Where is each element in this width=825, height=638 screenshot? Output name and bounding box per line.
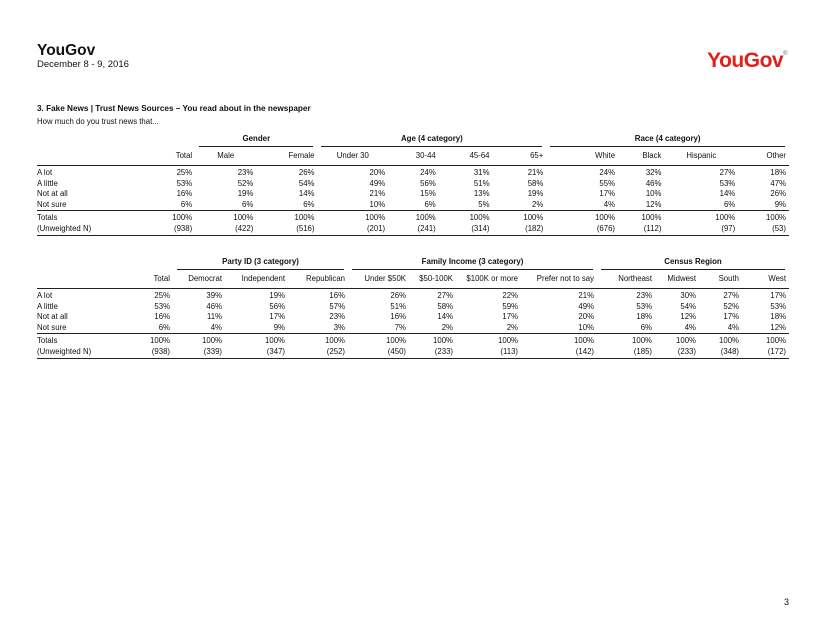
row-label: A lot [37,289,140,302]
table-row [37,179,789,190]
table-cell: 100% [493,211,547,224]
table-cell: 100% [348,334,409,347]
table-cell: 16% [154,312,170,322]
col-header: Total [175,150,193,160]
table-cell: 13% [473,189,490,199]
table-cell: 100% [288,334,348,347]
table-cell: 23% [329,312,345,322]
table-cell: 19% [225,289,288,302]
group-header-region: Census Region [597,256,789,270]
table-cell: (252) [288,347,348,358]
table-cell: (314) [439,224,493,235]
table-cell: (233) [409,347,456,358]
row-label: Not sure [37,200,152,211]
table-cell: 53% [154,301,170,311]
table-cell: 46% [206,301,222,311]
table-cell: 17% [269,312,285,322]
group-header-party: Party ID (3 category) [173,256,348,270]
table-cell: 100% [597,334,655,347]
row-label: A lot [37,166,152,179]
table-cell: 6% [256,200,317,211]
table-cell: 26% [348,289,409,302]
table-cell: (938) [152,224,195,235]
col-header: Republican [305,273,345,283]
table-cell: 59% [502,301,518,311]
table-cell: 55% [599,178,616,188]
table-row [37,323,789,334]
question-subtitle: How much do you trust news that... [37,117,159,126]
table-cell: (182) [493,224,547,235]
table-cell: 24% [388,166,439,179]
group-header-age: Age (4 category) [317,133,546,147]
table-cell: 100% [699,334,742,347]
page-number: 3 [783,597,789,607]
col-header: Independent [241,273,285,283]
table-cell: 51% [390,301,406,311]
table-cell: 2% [456,323,521,334]
table-cell: 31% [439,166,493,179]
col-header: $100K or more [466,273,518,283]
table-cell: (53) [738,224,789,235]
table-row [37,189,789,200]
table-cell: 100% [388,211,439,224]
table-cell: 4% [173,323,225,334]
table-row [37,166,789,179]
col-header: Total [153,273,170,283]
table-cell: (201) [317,224,388,235]
table-cell: 17% [599,189,616,199]
table-cell: 51% [473,178,490,188]
table-cell: 16% [176,189,193,199]
table-cell: 15% [420,189,436,199]
table-cell: 100% [409,334,456,347]
table-cell: 11% [206,312,222,322]
table-cell: 19% [527,189,544,199]
table-cell: (113) [456,347,521,358]
table-cell: 26% [256,166,317,179]
table-cell: (347) [225,347,288,358]
table-cell: 18% [738,166,789,179]
table-row [37,302,789,313]
col-header: West [768,273,786,283]
table-cell: 100% [742,334,789,347]
col-header: Midwest [667,273,696,283]
table-cell: 4% [699,323,742,334]
col-header: 45-64 [469,150,490,160]
table-cell: 25% [140,289,173,302]
table-cell: 53% [636,301,652,311]
table-cell: 100% [456,334,521,347]
table-cell: 17% [723,312,739,322]
table-cell: (185) [597,347,655,358]
col-header: Prefer not to say [536,273,594,283]
table-cell: (172) [742,347,789,358]
table-cell: 5% [439,200,493,211]
row-label: Totals [37,211,152,224]
table-cell: 100% [317,211,388,224]
col-header: Northeast [618,273,652,283]
table-cell: 12% [618,200,664,211]
table-cell: 100% [546,211,618,224]
table-cell: 100% [664,211,738,224]
table-row [37,334,789,347]
table-cell: 53% [770,301,786,311]
table-cell: 27% [409,289,456,302]
table-cell: 23% [597,289,655,302]
table-cell: 10% [645,189,662,199]
table-row [37,289,789,302]
col-header: Under 30 [336,150,369,160]
col-header: White [595,150,616,160]
table-cell: 53% [176,178,193,188]
row-label: (Unweighted N) [37,347,140,358]
table-cell: 27% [664,166,738,179]
table-cell: 17% [502,312,518,322]
row-label: Not at all [37,189,68,199]
table-cell: 26% [770,189,786,199]
table-cell: 100% [738,211,789,224]
table-cell: 100% [140,334,173,347]
crosstab-gender-age-race [37,133,789,236]
logo-registered-mark: ® [783,51,787,57]
table-cell: 21% [521,289,597,302]
col-header: 65+ [530,150,544,160]
row-label: (Unweighted N) [37,224,152,235]
col-header: Under $50K [364,273,406,283]
table-cell: 53% [719,178,736,188]
table-cell: 18% [770,312,786,322]
table-cell: 16% [390,312,406,322]
table-row [37,211,789,224]
table-cell: 27% [699,289,742,302]
col-header: Female [288,150,315,160]
table-cell: 54% [680,301,696,311]
table-cell: 6% [388,200,439,211]
table-cell: 10% [317,200,388,211]
table-cell: 21% [369,189,386,199]
table-cell: 12% [742,323,789,334]
table-cell: 16% [288,289,348,302]
table-cell: 17% [742,289,789,302]
table-cell: 14% [437,312,453,322]
table-cell: 100% [655,334,699,347]
table-cell: (938) [140,347,173,358]
table-cell: 54% [298,178,315,188]
table-cell: 100% [152,211,195,224]
row-label: Not at all [37,312,68,322]
table-cell: 2% [409,323,456,334]
col-header: Male [217,150,235,160]
table-cell: 9% [738,200,789,211]
table-cell: (676) [546,224,618,235]
table-cell: 10% [521,323,597,334]
table-cell: 6% [152,200,195,211]
table-cell: (241) [388,224,439,235]
table-cell: (422) [195,224,256,235]
table-cell: (97) [664,224,738,235]
table-cell: 32% [618,166,664,179]
table-cell: 9% [225,323,288,334]
row-label: A little [37,178,58,188]
table-cell: 58% [527,178,544,188]
table-cell: 20% [578,312,594,322]
group-header-income: Family Income (3 category) [348,256,597,270]
table-cell: 2% [493,200,547,211]
table-cell: 100% [173,334,225,347]
table-cell: 57% [329,301,345,311]
table-cell: 6% [140,323,173,334]
table-cell: 46% [645,178,662,188]
survey-date: December 8 - 9, 2016 [37,59,129,70]
crosstab-party-income-region [37,256,789,359]
question-title: 3. Fake News | Trust News Sources – You read about in the newspaper [37,104,311,113]
table-row [37,347,789,358]
table-cell: 100% [256,211,317,224]
table-cell: 24% [546,166,618,179]
table-row [37,200,789,211]
table-cell: 100% [618,211,664,224]
table-cell: 100% [521,334,597,347]
table-cell: 6% [195,200,256,211]
table-cell: 12% [680,312,696,322]
table-cell: 21% [493,166,547,179]
col-header: Democrat [188,273,222,283]
table-cell: 49% [578,301,594,311]
table-cell: (348) [699,347,742,358]
table-cell: 52% [237,178,254,188]
table-cell: 52% [723,301,739,311]
table-cell: 4% [546,200,618,211]
table-cell: 39% [173,289,225,302]
yougov-logo [707,49,787,73]
table-cell: 6% [597,323,655,334]
brand-title: YouGov [37,42,96,59]
group-header-race: Race (4 category) [546,133,789,147]
table-cell: 4% [655,323,699,334]
col-header: Other [766,150,786,160]
table-cell: (450) [348,347,409,358]
table-cell: 18% [636,312,652,322]
table-cell: 25% [152,166,195,179]
table-cell: 100% [195,211,256,224]
col-header: Black [642,150,662,160]
table-cell: 30% [655,289,699,302]
logo-text: YouGov [707,49,784,72]
table-cell: 47% [770,178,786,188]
table-cell: 6% [664,200,738,211]
table-cell: 100% [439,211,493,224]
table-cell: 56% [420,178,436,188]
table-cell: (516) [256,224,317,235]
table-cell: 14% [298,189,315,199]
col-header: Hispanic [686,150,717,160]
table-cell: 7% [348,323,409,334]
row-label: Totals [37,334,140,347]
table-cell: (112) [618,224,664,235]
table-cell: 22% [456,289,521,302]
table-cell: 100% [225,334,288,347]
table-row [37,312,789,323]
col-header: 30-44 [415,150,436,160]
table-cell: 23% [195,166,256,179]
table-cell: (142) [521,347,597,358]
table-cell: 58% [437,301,453,311]
col-header: South [718,273,739,283]
table-cell: 49% [369,178,386,188]
table-cell: 56% [269,301,285,311]
table-row [37,224,789,235]
row-label: A little [37,301,58,311]
table-cell: 14% [719,189,736,199]
table-cell: (233) [655,347,699,358]
table-cell: 3% [288,323,348,334]
row-label: Not sure [37,323,140,334]
group-header-gender: Gender [195,133,317,147]
table-cell: 20% [317,166,388,179]
table-cell: (339) [173,347,225,358]
table-cell: 19% [237,189,254,199]
col-header: $50-100K [419,273,453,283]
